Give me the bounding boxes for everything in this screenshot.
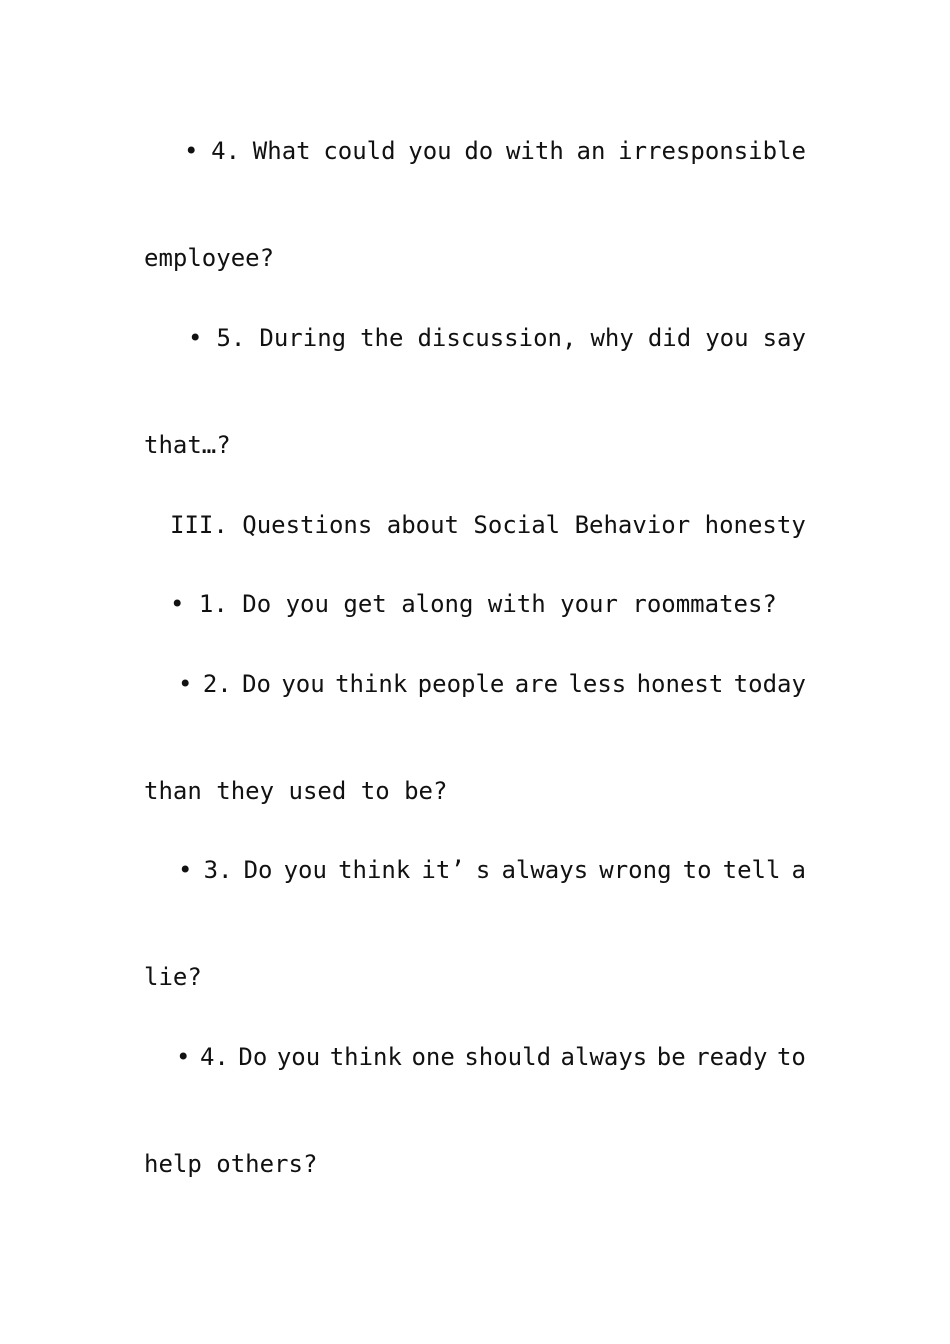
list-item-q4-line2: employee? (144, 244, 275, 272)
list-item-s3-q3-line1: • 3. Do you think it’ s always wrong to tell a (178, 856, 806, 884)
list-item-s3-q2-line2: than they used to be? (144, 777, 448, 805)
bullet: • (178, 670, 193, 698)
list-item-s3-q3-line2: lie? (144, 963, 202, 991)
list-item-q4-line1: • 4. What could you do with an irresponsible (184, 137, 806, 165)
bullet: • (184, 137, 199, 165)
section-heading: III. Questions about Social Behavior honesty (170, 511, 806, 539)
list-item-s3-q2-line1: • 2. Do you think people are less honest today (178, 670, 806, 698)
list-item-s3-q4-line2: help others? (144, 1150, 318, 1178)
bullet: • (176, 1043, 191, 1071)
list-item-s3-q1: • 1. Do you get along with your roommates? (170, 590, 777, 618)
list-item-s3-q4-line1: • 4. Do you think one should always be ready to (176, 1043, 806, 1071)
bullet: • (188, 324, 203, 352)
list-item-q5-line2: that…? (144, 431, 231, 459)
list-item-q5-line1: • 5. During the discussion, why did you say (188, 324, 806, 352)
bullet: • (178, 856, 193, 884)
